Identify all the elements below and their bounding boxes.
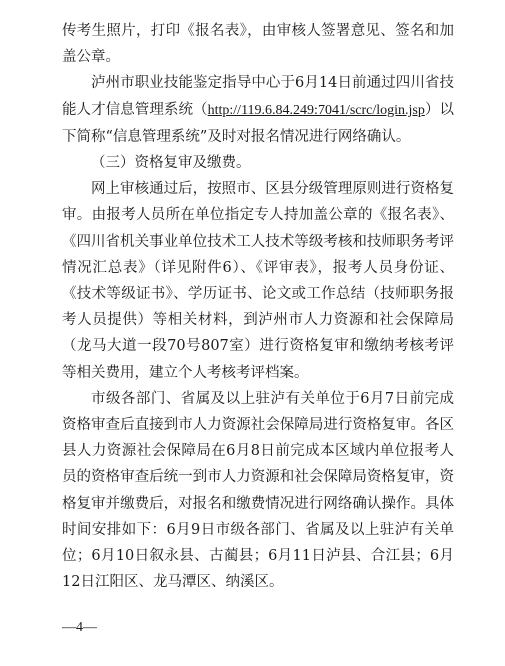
section-heading-text: （三）资格复审及缴费。 [91, 155, 251, 172]
paragraph-review-procedure [62, 176, 454, 386]
paragraph-schedule [62, 386, 454, 596]
document-body [62, 18, 454, 595]
paragraph-text: 网上审核通过后，按照市、区县分级管理原则进行资格复审。由报考人员所在单位指定专人持加盖公章的《报名表》、《四川省机关事业单位技术工人技术等级考核和技师职务考评情况汇总表》（详见附件6）、《评审表》，报考人员身份证、《技术等级证书》、学历证书、论文或工作总结（技师职务报考人员提供）等相关材料，到泸州市人力资源和社会保障局（龙马大道一段70号807室）进行资格复审和缴纳考核考评等相关费用，建立个人考核考评档案。 [62, 181, 454, 381]
paragraph-text: ）以下简称“信息管理系统”及时对报名情况进行网络确认。 [62, 101, 455, 145]
system-url-link[interactable]: http://119.6.84.249:7041/scrc/login.jsp [207, 102, 425, 118]
section-heading-review-and-fees [62, 150, 454, 176]
paragraph-text: 市级各部门、省属及以上驻泸有关单位于6月7日前完成资格审查后直接到市人力资源社会保障局进行资格复审。各区县人力资源社会保障局在6月8日前完成本区域内单位报考人员的资格审查后统一到市人力资源和社会保障局资格复审，资格复审并缴费后，对报名和缴费情况进行网络确认操作。具体时间安排如下：6月9日市级各部门、省属及以上驻泸有关单位；6月10日叙永县、古蔺县；6月11日泸县、合江县；6月12日江阳区、龙马潭区、纳溪区。 [62, 390, 454, 591]
paragraph-text: 传考生照片，打印《报名表》，由审核人签署意见、签名和加盖公章。 [62, 23, 454, 66]
page-number: —4— [62, 620, 97, 635]
paragraph-upload-photo [62, 18, 454, 70]
paragraph-network-confirmation [62, 70, 454, 150]
paragraph-text: 泸州市职业技能鉴定指导中心于6月14日前通过四川省技能人才信息管理系统（ [62, 75, 454, 118]
